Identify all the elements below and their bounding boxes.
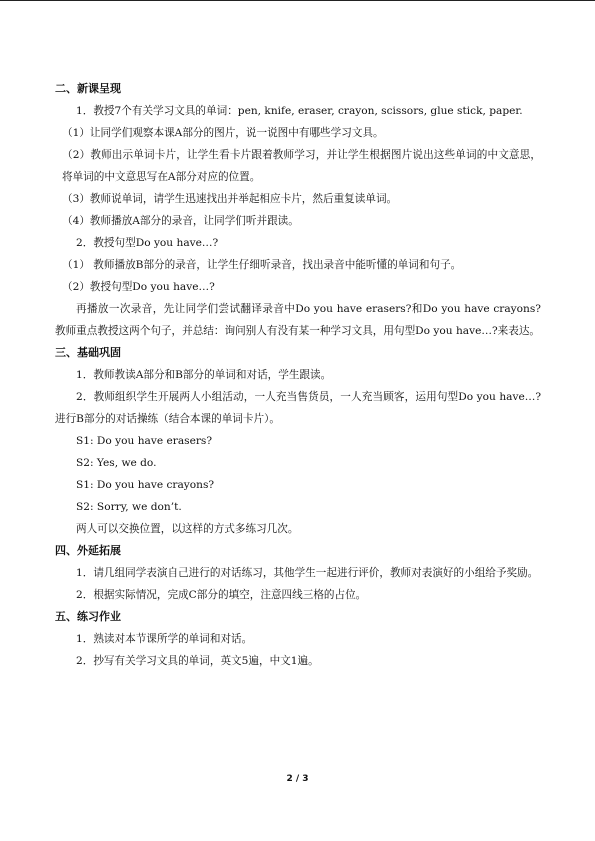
paragraph: （1） 教师播放B部分的录音，让学生仔细听录音，找出录音中能听懂的单词和句子。 — [62, 259, 462, 271]
paragraph: 1．教师教读A部分和B部分的单词和对话，学生跟读。 — [76, 369, 332, 381]
paragraph: 2．抄写有关学习文具的单词，英文5遍，中文1遍。 — [76, 655, 319, 667]
section-heading: 二、新课呈现 — [55, 82, 121, 95]
paragraph: （2）教师出示单词卡片，让学生看卡片跟着教师学习，并让学生根据图片说出这些单词的中文意思，将单词的中文意思写在A部分对应的位置。 — [62, 149, 541, 183]
paragraph: 1．请几组同学表演自己进行的对话练习，其他学生一起进行评价，教师对表演好的小组给予奖励。 — [76, 567, 539, 579]
paragraph: 两人可以交换位置，以这样的方式多练习几次。 — [76, 523, 299, 535]
paragraph: 2．教师组织学生开展两人小组活动，一人充当售货员，一人充当顾客，运用句型Do you have…?进行B部分的对话操练（结合本课的单词卡片）。 — [55, 391, 541, 425]
paragraph: S2: Sorry, we don’t. — [76, 501, 182, 513]
paragraph: S1: Do you have erasers? — [76, 435, 213, 447]
paragraph: （1）让同学们观察本课A部分的图片，说一说图中有哪些学习文具。 — [62, 127, 384, 139]
paragraph: 1．教授7个有关学习文具的单词：pen, knife, eraser, crayon, scissors, glue stick, paper. — [76, 105, 523, 117]
paragraph: 再播放一次录音，先让同学们尝试翻译录音中Do you have erasers?和Do you have crayons? 教师重点教授这两个句子，并总结：询问别人有没有某一种学习文具，用句型Do you have…?来表达。 — [55, 303, 541, 337]
paragraph: 2．根据实际情况，完成C部分的填空，注意四线三格的占位。 — [76, 589, 367, 601]
document-body — [55, 78, 541, 672]
section-heading: 三、基础巩固 — [55, 346, 121, 359]
paragraph: （4）教师播放A部分的录音，让同学们听并跟读。 — [62, 215, 299, 227]
page-number: 2 / 3 — [286, 774, 309, 784]
section-heading: 五、练习作业 — [55, 610, 121, 623]
section-heading: 四、外延拓展 — [55, 544, 121, 557]
paragraph: 1．熟读对本节课所学的单词和对话。 — [76, 633, 253, 645]
paragraph: S1: Do you have crayons? — [76, 479, 215, 491]
paragraph: （2）教授句型Do you have…? — [62, 281, 215, 293]
paragraph: （3）教师说单词，请学生迅速找出并举起相应卡片，然后重复读单词。 — [62, 193, 398, 205]
top-rule — [0, 0, 595, 1]
paragraph: S2: Yes, we do. — [76, 457, 157, 469]
paragraph: 2．教授句型Do you have…? — [76, 237, 219, 249]
